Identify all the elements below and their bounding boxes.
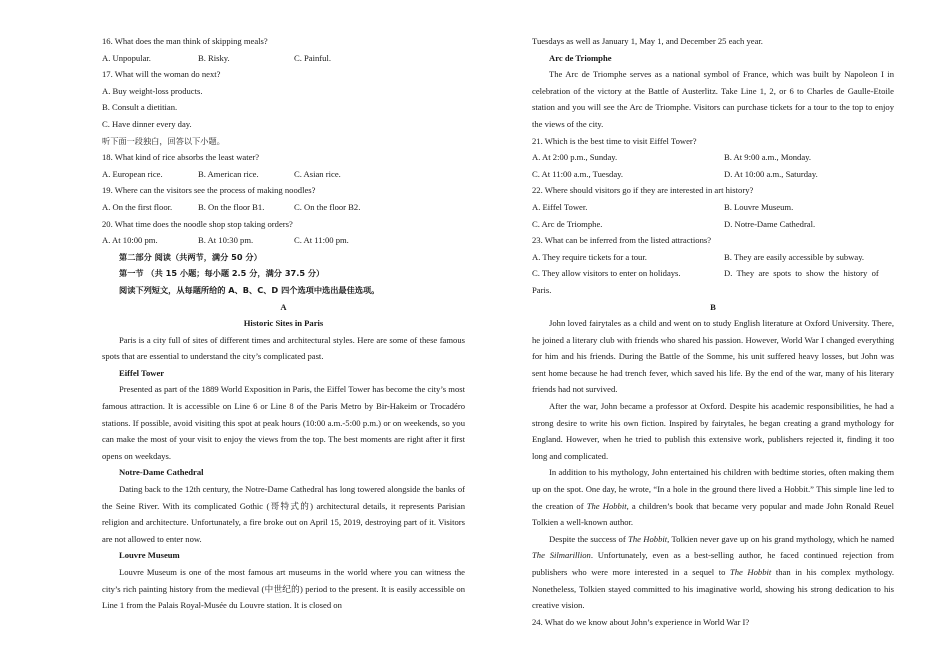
- question-21-stem: 21. Which is the best time to visit Eiffel Tower?: [532, 135, 697, 146]
- question-22-options-row-1: [532, 199, 894, 216]
- question-16-options: [102, 50, 465, 67]
- question-19-options: [102, 199, 465, 216]
- arc-heading: Arc de Triomphe: [549, 52, 612, 63]
- option-a: A. At 2:00 p.m., Sunday.: [532, 152, 618, 163]
- option-c: C. Asian rice.: [294, 168, 341, 179]
- passage-a-intro: Paris is a city full of sites of different times and architectural styles. Here are some of these famous spots that are essential to understand the city’s complicated past.: [102, 334, 465, 362]
- book-title-hobbit: The Hobbit: [586, 500, 627, 511]
- option-c: C. They allow visitors to enter on holidays.: [532, 268, 681, 279]
- notre-dame-heading: Notre-Dame Cathedral: [119, 467, 204, 478]
- passage-b-paragraph-3: In addition to his mythology, John entertained his children with bedtime stories, often making them up on the spot. One day, he wrote, “In a hole in the ground there lived a Hobbit.” This simple line led to the creation of The Hobbit, a children’s book that became very popular and made John Ronald Reuel Tolkien a well-known author.: [532, 467, 895, 528]
- louvre-paragraph-continued: Tuesdays as well as January 1, May 1, and December 25 each year.: [532, 36, 763, 46]
- passage-a-title: Historic Sites in Paris: [243, 318, 324, 329]
- notre-dame-paragraph: Dating back to the 12th century, the Notre-Dame Cathedral has long towered alongside the banks of the Seine River. With its complicated Gothic (哥特式的) architectural details, it represents Parisian religion and architecture. Unfortunately, a fire broke out on April 15, 2019, destroying part of it. Visitors are not allowed to enter now.: [102, 484, 465, 544]
- option-b: B. On the floor B1.: [198, 201, 265, 212]
- option-d: D. They are spots to show the history of: [724, 268, 879, 279]
- option-b: B. American rice.: [198, 168, 259, 179]
- question-17-option-b: B. Consult a dietitian.: [102, 102, 178, 113]
- question-20-options: [102, 232, 465, 249]
- question-22-options-row-2: [532, 216, 894, 233]
- question-23-options-row-2: [532, 265, 894, 282]
- question-17-option-a: A. Buy weight-loss products.: [102, 85, 203, 96]
- option-a: A. At 10:00 pm.: [102, 235, 158, 246]
- option-c: C. On the floor B2.: [294, 201, 361, 212]
- passage-b-paragraph-4: Despite the success of The Hobbit, Tolkien never gave up on his grand mythology, which he named The Silmarillion. Unfortunately, even as a best-selling author, he faced continued rejection from publishers who were more interested in a sequel to The Hobbit than in his complex mythology. Nonetheless, Tolkien stayed committed to his imaginative world, showing his strong dedication to his creative vision.: [532, 533, 894, 611]
- question-17-stem: 17. What will the woman do next?: [102, 69, 221, 80]
- option-a: A. European rice.: [102, 168, 163, 179]
- arc-paragraph: The Arc de Triomphe serves as a national symbol of France, which was built by Napoleon I in celebration of the victory at the Battle of Austerlitz. Take Line 1, 2, or 6 to Charles de Gaulle-Etoile station and you will see the Arc de Triomphe. Visitors can purchase tickets for a tour to the top to enjoy the views of the city.: [532, 69, 894, 129]
- question-21-options-row-2: [532, 166, 894, 183]
- passage-a-letter: A: [280, 301, 287, 312]
- book-title-hobbit: The Hobbit: [729, 567, 772, 577]
- question-18-stem: 18. What kind of rice absorbs the least water?: [102, 152, 260, 163]
- option-b: B. Louvre Museum.: [724, 201, 794, 212]
- louvre-heading: Louvre Museum: [119, 550, 180, 561]
- question-24-stem: 24. What do we know about John’s experience in World War I?: [532, 616, 750, 627]
- reading-instruction: 阅读下列短文，从每题所给的 A、B、C、D 四个选项中选出最佳选项。: [119, 284, 380, 295]
- question-21-options-row-1: [532, 149, 894, 166]
- option-b: B. Risky.: [198, 52, 230, 63]
- right-column: [532, 33, 894, 630]
- question-23-options-row-1: [532, 249, 894, 266]
- option-b: B. They are easily accessible by subway.: [724, 251, 865, 262]
- question-18-options: [102, 166, 465, 183]
- monologue-instruction: 听下面一段独白，回答以下小题。: [102, 135, 225, 146]
- part-2-title: 第二部分 阅读（共两节，满分 50 分）: [119, 251, 262, 262]
- question-16-stem: 16. What does the man think of skipping meals?: [102, 36, 268, 46]
- question-23-option-d-wrap: Paris.: [532, 284, 552, 295]
- left-column: [102, 33, 465, 614]
- question-23-stem: 23. What can be inferred from the listed attractions?: [532, 235, 712, 246]
- option-a: A. Unpopular.: [102, 52, 151, 63]
- passage-b-letter: B: [710, 301, 716, 312]
- option-a: A. Eiffel Tower.: [532, 201, 588, 212]
- book-title-silmarillion: The Silmarillion: [532, 550, 591, 561]
- option-a: A. On the first floor.: [102, 201, 173, 212]
- option-c: C. Painful.: [294, 52, 332, 63]
- question-17-option-c: C. Have dinner every day.: [102, 118, 192, 129]
- louvre-paragraph: Louvre Museum is one of the most famous art museums in the world where you can witness the city’s rich painting history from the medieval (中世纪的) period to the present. It is easily accessible on Line 1 from the Palais Royal-Musée du Louvre station. It is closed on: [102, 567, 465, 611]
- eiffel-paragraph: Presented as part of the 1889 World Exposition in Paris, the Eiffel Tower has become the city’s most famous attraction. It is accessible on Line 6 or Line 8 of the Paris Metro by Bir-Hakeim or Trocadéro stations. If possible, avoid visiting this spot at peak hours (10:00 a.m.-5:00 p.m.) or on weekends, so you can make the most of your visit to enjoy the views from the top. The best moments are right after it first opens on weekdays.: [102, 384, 465, 461]
- passage-b-paragraph-1: John loved fairytales as a child and went on to study English literature at Oxford University. There, he joined a literary club with friends who shared his passion. However, World War I changed everything for him and his friends. During the Battle of the Somme, his unit suffered heavy losses, but John was sent home because he had trench fever, which saved his life. By the end of the war, many of his literary friends had not survived.: [532, 318, 894, 395]
- question-22-stem: 22. Where should visitors go if they are interested in art history?: [532, 185, 754, 196]
- section-1-title: 第一节 （共 15 小题；每小题 2.5 分，满分 37.5 分）: [119, 268, 325, 279]
- option-a: A. They require tickets for a tour.: [532, 251, 647, 262]
- option-b: B. At 10:30 pm.: [198, 235, 254, 246]
- option-c: C. At 11:00 a.m., Tuesday.: [532, 168, 624, 179]
- option-b: B. At 9:00 a.m., Monday.: [724, 152, 812, 163]
- option-c: C. Arc de Triomphe.: [532, 218, 603, 229]
- eiffel-heading: Eiffel Tower: [119, 367, 165, 378]
- option-d: D. Notre-Dame Cathedral.: [724, 218, 816, 229]
- passage-b-paragraph-2: After the war, John became a professor at Oxford. Despite his academic responsibilities, he had a strong desire to write his own fiction. Inspired by fairytales, he began creating a grand mythology for England. However, when he tried to publish this extensive work, publishers rejected it, finding it too long and complicated.: [532, 401, 894, 461]
- question-20-stem: 20. What time does the noodle shop stop taking orders?: [102, 218, 293, 229]
- option-c: C. At 11:00 pm.: [294, 235, 349, 246]
- question-19-stem: 19. Where can the visitors see the process of making noodles?: [102, 185, 316, 196]
- option-d: D. At 10:00 a.m., Saturday.: [724, 168, 818, 179]
- book-title-hobbit: The Hobbit: [628, 533, 668, 544]
